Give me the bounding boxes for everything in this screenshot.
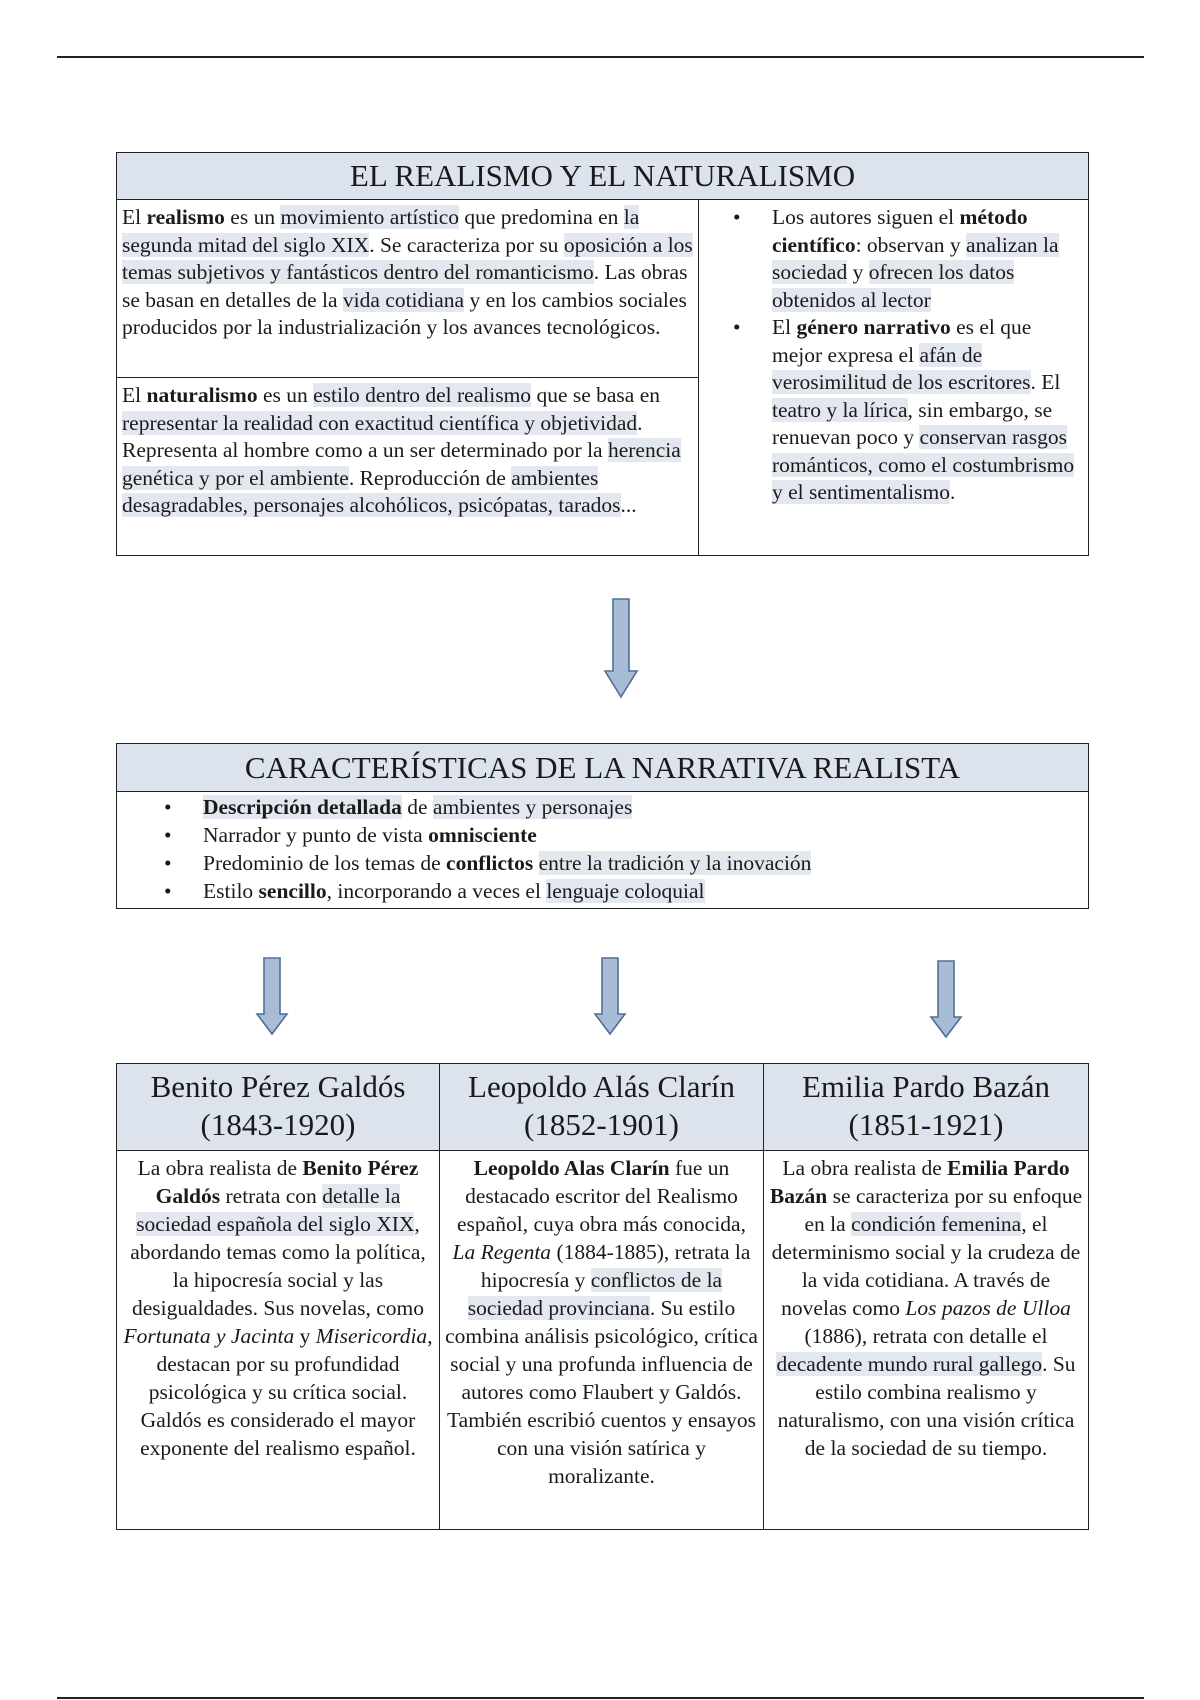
list-item: • El género narrativo es el que mejor expresa el afán de verosimilitud de los escritores. El teatro y la lírica, sin embargo, se renuevan poco y conservan rasgos románticos, como el costumbrismo y el sentimentalismo. <box>772 314 1078 507</box>
realism-traits <box>699 200 1089 556</box>
author-header-pardo-bazan: Emilia Pardo Bazán (1851-1921) <box>764 1064 1089 1151</box>
author-bio-pardo-bazan: La obra realista de Emilia Pardo Bazán se caracteriza por su enfoque en la condición femenina, el determinismo social y la crudeza de la vida cotidiana. A través de novelas como Los pazos de Ulloa (1886), retrata con detalle el decadente mundo rural gallego. Su estilo combina realismo y naturalismo, con una visión crítica de la sociedad de su tiempo. <box>764 1151 1089 1530</box>
list-item: • Los autores siguen el método científico: observan y analizan la sociedad y ofrecen los datos obtenidos al lector <box>772 204 1078 314</box>
realismo-definition: El realismo es un movimiento artístico que predomina en la segunda mitad del siglo XIX. Se caracteriza por su oposición a los temas subjetivos y fantásticos dentro del romanticismo. Las obras se basan en detalles de la vida cotidiana y en los cambios sociales producidos por la industrialización y los avances tecnológicos. <box>117 200 699 378</box>
box-title: EL REALISMO Y EL NATURALISMO <box>117 153 1089 200</box>
top-rule <box>57 56 1144 58</box>
bottom-rule <box>57 1697 1144 1699</box>
down-arrow-icon <box>604 598 638 698</box>
list-item: • Descripción detallada de ambientes y personajes <box>203 793 1078 821</box>
list-item: • Estilo sencillo, incorporando a veces el lenguaje coloquial <box>203 877 1078 905</box>
author-header-clarin: Leopoldo Alás Clarín (1852-1901) <box>440 1064 764 1151</box>
author-bio-clarin: Leopoldo Alas Clarín fue un destacado escritor del Realismo español, cuya obra más conocida, La Regenta (1884-1885), retrata la hipocresía y conflictos de la sociedad provinciana. Su estilo combina análisis psicológico, crítica social y una profunda influencia de autores como Flaubert y Galdós. También escribió cuentos y ensayos con una visión satírica y moralizante. <box>440 1151 764 1530</box>
author-header-galdos: Benito Pérez Galdós (1843-1920) <box>117 1064 440 1151</box>
author-bio-galdos: La obra realista de Benito Pérez Galdós retrata con detalle la sociedad española del siglo XIX, abordando temas como la política, la hipocresía social y las desigualdades. Sus novelas, como Fortunata y Jacinta y Misericordia, destacan por su profundidad psicológica y su crítica social. Galdós es considerado el mayor exponente del realismo español. <box>117 1151 440 1530</box>
list-item: • Predominio de los temas de conflictos entre la tradición y la inovación <box>203 849 1078 877</box>
authors-table <box>116 1063 1089 1530</box>
realism-naturalism-box <box>116 152 1089 556</box>
box-title: CARACTERÍSTICAS DE LA NARRATIVA REALISTA <box>117 744 1089 792</box>
narrative-characteristics-box <box>116 743 1089 909</box>
down-arrow-icon <box>930 960 962 1038</box>
list-item: • Narrador y punto de vista omnisciente <box>203 821 1078 849</box>
down-arrow-icon <box>594 957 626 1035</box>
naturalismo-definition: El naturalismo es un estilo dentro del realismo que se basa en representar la realidad con exactitud científica y objetividad. Representa al hombre como a un ser determinado por la herencia genética y por el ambiente. Reproducción de ambientes desagradables, personajes alcohólicos, psicópatas, tarados... <box>117 378 699 556</box>
down-arrow-icon <box>256 957 288 1035</box>
characteristics-list-cell <box>117 792 1089 909</box>
